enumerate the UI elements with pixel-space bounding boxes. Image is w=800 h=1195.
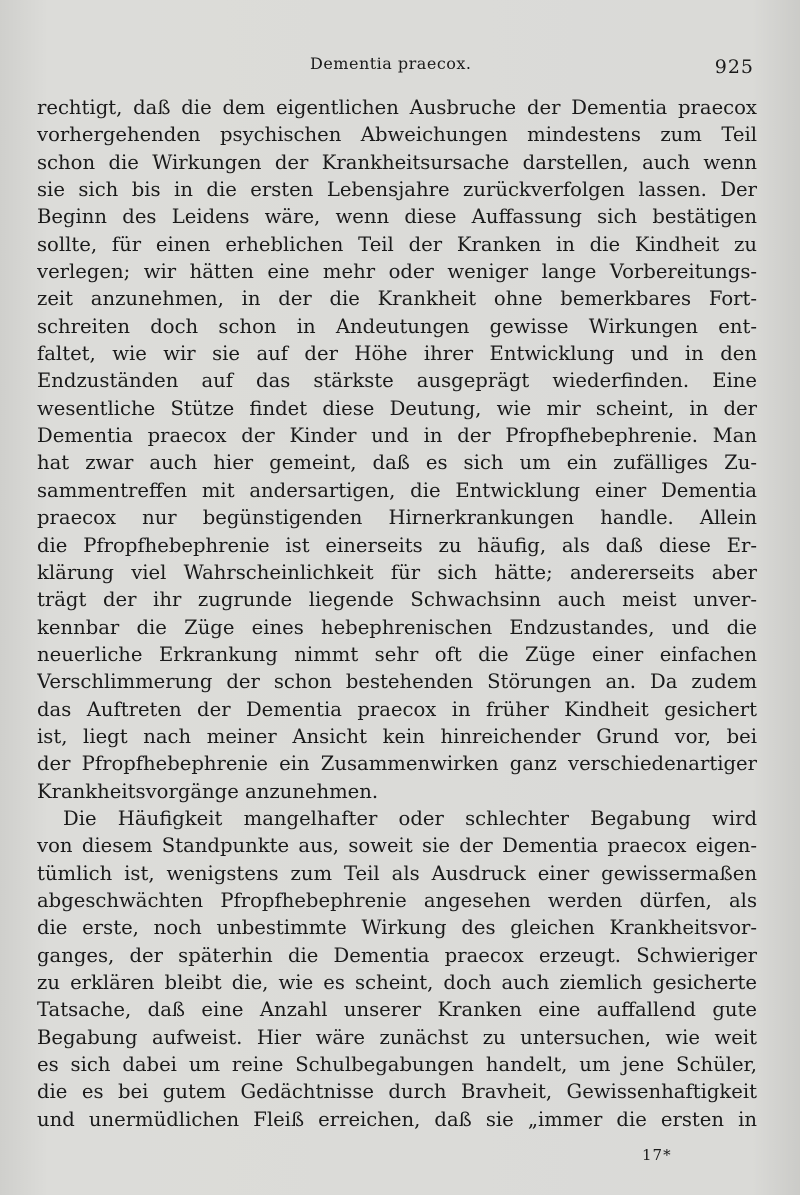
body-text (37, 94, 757, 1133)
text-line: klärung viel Wahrscheinlichkeit für sich hätte; andererseits aber (37, 560, 757, 584)
text-line: kennbar die Züge eines hebephrenischen Endzustandes, und die (37, 615, 757, 639)
text-line: zeit anzunehmen, in der die Krankheit ohne bemerkbares Fort- (37, 287, 757, 311)
text-line: schon die Wirkungen der Krankheitsursache darstellen, auch wenn (37, 150, 757, 174)
text-line: es sich dabei um reine Schulbegabungen handelt, um jene Schüler, (37, 1053, 757, 1077)
text-line: Verschlimmerung der schon bestehenden Störungen an. Da zudem (37, 670, 757, 694)
text-line: die es bei gutem Gedächtnisse durch Bravheit, Gewissenhaftigkeit (37, 1080, 757, 1104)
text-line: abgeschwächten Pfropfhebephrenie angesehen werden dürfen, als (37, 888, 757, 912)
text-line: sollte, für einen erheblichen Teil der Kranken in die Kindheit zu (37, 232, 757, 256)
signature-mark: 17* (642, 1146, 672, 1164)
text-line: Dementia praecox der Kinder und in der Pfropfhebephrenie. Man (37, 424, 757, 448)
running-title: Dementia praecox. (310, 54, 472, 73)
text-line: praecox nur begünstigenden Hirnerkrankungen handle. Allein (37, 506, 757, 530)
text-line: Krankheitsvorgänge anzunehmen. (37, 779, 379, 803)
text-line: Tatsache, daß eine Anzahl unserer Kranken eine auffallend gute (37, 998, 757, 1022)
text-line: Beginn des Leidens wäre, wenn diese Auffassung sich bestätigen (37, 205, 757, 229)
text-line: die Pfropfhebephrenie ist einerseits zu häufig, als daß diese Er- (37, 533, 757, 557)
text-line: Endzuständen auf das stärkste ausgeprägt wiederfinden. Eine (37, 369, 757, 393)
text-line: ist, liegt nach meiner Ansicht kein hinreichender Grund vor, bei (37, 724, 757, 748)
text-line: faltet, wie wir sie auf der Höhe ihrer Entwicklung und in den (37, 342, 757, 366)
text-line: Die Häufigkeit mangelhafter oder schlechter Begabung wird (63, 806, 757, 830)
text-line: tümlich ist, wenigstens zum Teil als Ausdruck einer gewissermaßen (37, 861, 757, 885)
text-line: verlegen; wir hätten eine mehr oder weniger lange Vorbereitungs- (37, 260, 757, 284)
text-line: das Auftreten der Dementia praecox in früher Kindheit gesichert (37, 697, 757, 721)
text-line: zu erklären bleibt die, wie es scheint, doch auch ziemlich gesicherte (37, 971, 757, 994)
text-line: von diesem Standpunkte aus, soweit sie der Dementia praecox eigen- (37, 834, 757, 858)
text-line: rechtigt, daß die dem eigentlichen Ausbruche der Dementia praecox (37, 96, 757, 119)
text-line: der Pfropfhebephrenie ein Zusammenwirken ganz verschiedenartiger (37, 752, 757, 776)
page-number: 925 (714, 56, 754, 78)
text-line: schreiten doch schon in Andeutungen gewisse Wirkungen ent- (37, 314, 757, 338)
text-line: sammentreffen mit andersartigen, die Entwicklung einer Dementia (37, 478, 757, 502)
text-line: die erste, noch unbestimmte Wirkung des gleichen Krankheitsvor- (37, 916, 757, 940)
text-line: neuerliche Erkrankung nimmt sehr oft die Züge einer einfachen (37, 642, 757, 666)
running-head (0, 50, 800, 80)
text-line: sie sich bis in die ersten Lebensjahre zurückverfolgen lassen. Der (37, 178, 757, 202)
text-line: und unermüdlichen Fleiß erreichen, daß sie „immer die ersten in (37, 1107, 757, 1131)
text-line: trägt der ihr zugrunde liegende Schwachsinn auch meist unver- (37, 588, 757, 612)
text-line: wesentliche Stütze findet diese Deutung, wie mir scheint, in der (37, 396, 757, 420)
text-line: hat zwar auch hier gemeint, daß es sich um ein zufälliges Zu- (37, 451, 757, 475)
text-line: Begabung aufweist. Hier wäre zunächst zu untersuchen, wie weit (37, 1025, 757, 1049)
text-line: ganges, der späterhin die Dementia praecox erzeugt. Schwieriger (37, 943, 757, 967)
text-line: vorhergehenden psychischen Abweichungen mindestens zum Teil (37, 123, 757, 147)
